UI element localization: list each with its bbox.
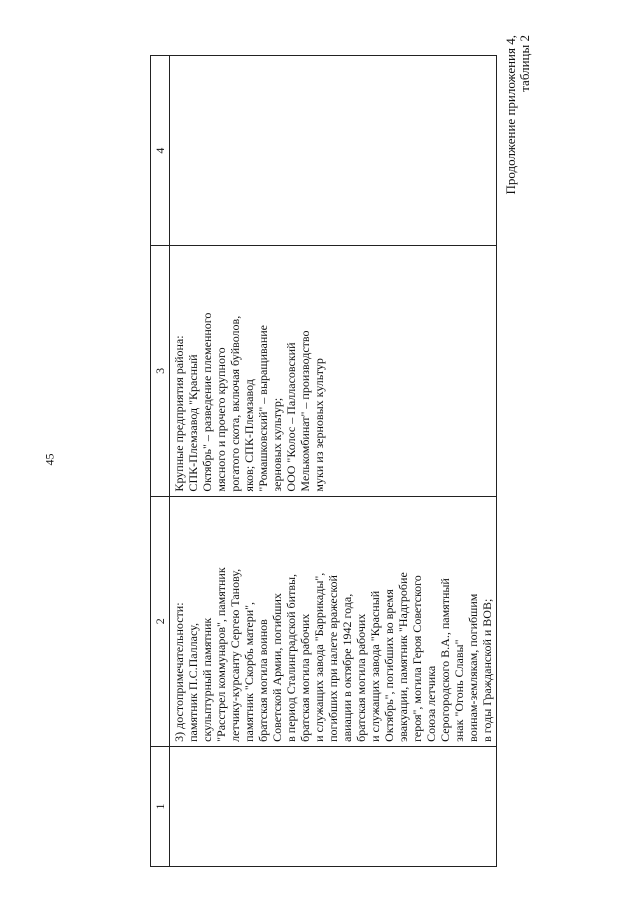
table-caption (504, 35, 532, 225)
page-number: 45 (42, 453, 57, 466)
cell-col-3: Крупные предприятия района: СПК-Племзавод "Красный Октябрь" – разведение племенного мясного и прочего крупного рогатого скота, включая буйволов, яков; СПК-Племзавод "Ромашковский" – выращивание зерновых культур; ООО "Колос – Палласовский Мелькомбинат" – производство муки из зерновых культур (170, 246, 497, 496)
cell-col-1 (170, 746, 497, 866)
caption-line-1: Продолжение приложения 4, (503, 35, 518, 195)
header-cell-1: 1 (151, 746, 170, 866)
table-header-row (151, 56, 170, 867)
header-cell-2: 2 (151, 496, 170, 746)
cell-col-4 (170, 56, 497, 246)
cell-col-2: 3) достопримечательности: памятник П.С.Палласу, скульптурный памятник "Расстрел коммунаров", памятник летчику-курсанту Сергею Танову, памятник "Скорбь матери", братская могила воинов Советской Армии, погибших в период Сталинградской битвы, братская могила рабочих и служащих завода "Баррикады", погибших при налете вражеской авиации в октябре 1942 года, братская могила рабочих и служащих завода "Красный Октябрь", погибших во время эвакуации, памятник "Надгробие героя", могила Героя Советского Союза летчика Серогородского В.А., памятный знак "Огонь Славы" воинам-землякам, погибшим в годы Гражданской и ВОВ; (170, 496, 497, 746)
header-cell-3: 3 (151, 246, 170, 496)
appendix-table (150, 55, 497, 867)
table-row (170, 56, 497, 867)
caption-line-2: таблицы 2 (517, 35, 532, 92)
header-cell-4: 4 (151, 56, 170, 246)
